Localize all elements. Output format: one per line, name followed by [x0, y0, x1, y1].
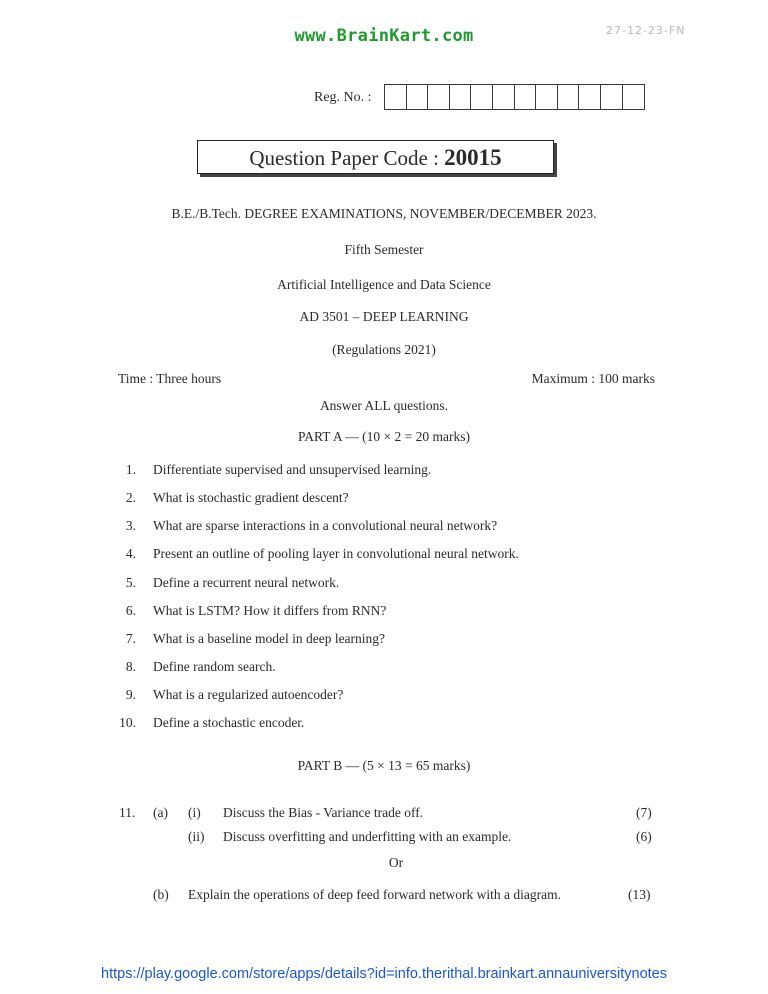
reg-box — [428, 85, 450, 109]
question-text: Define random search. — [153, 659, 276, 674]
reg-box — [601, 85, 623, 109]
paper-code: 20015 — [444, 145, 502, 170]
question-number: 4. — [125, 546, 136, 561]
question-number: 3. — [125, 518, 136, 533]
question-paper-code-box — [197, 140, 554, 174]
question-number: 2. — [125, 490, 136, 505]
question-number: 5. — [125, 575, 136, 590]
regulations: (Regulations 2021) — [332, 342, 436, 357]
question-11-b-text: Explain the operations of deep feed forward network with a diagram. — [188, 887, 561, 902]
question-number: 10. — [119, 715, 136, 730]
exam-title: B.E./B.Tech. DEGREE EXAMINATIONS, NOVEMBER/DECEMBER 2023. — [171, 206, 597, 221]
question-number: 9. — [125, 687, 136, 702]
reg-box — [579, 85, 601, 109]
instruction: Answer ALL questions. — [319, 398, 449, 413]
reg-box — [450, 85, 472, 109]
question-number: 6. — [125, 603, 136, 618]
reg-no-label: Reg. No. : — [314, 90, 372, 105]
reg-box — [536, 85, 558, 109]
question-11-a-i-label: (i) — [188, 805, 201, 820]
question-text: What is stochastic gradient descent? — [153, 490, 349, 505]
part-a-title: PART A — (10 × 2 = 20 marks) — [298, 429, 470, 444]
question-text: Define a recurrent neural network. — [153, 575, 340, 590]
reg-box — [407, 85, 429, 109]
question-text: What is LSTM? How it differs from RNN? — [153, 603, 387, 618]
question-text: Define a stochastic encoder. — [153, 715, 305, 730]
question-11-number: 11. — [119, 805, 136, 820]
question-11-a-i-text: Discuss the Bias - Variance trade off. — [223, 805, 424, 820]
question-text: Present an outline of pooling layer in convolutional neural network. — [153, 546, 519, 561]
reg-box — [493, 85, 515, 109]
question-number: 7. — [125, 631, 136, 646]
or-separator: Or — [388, 855, 404, 870]
reg-box — [558, 85, 580, 109]
department: Artificial Intelligence and Data Science — [277, 277, 491, 292]
reg-box — [385, 85, 407, 109]
site-watermark: www.BrainKart.com — [294, 26, 474, 46]
reg-box — [471, 85, 493, 109]
question-text: What is a baseline model in deep learning? — [153, 631, 386, 646]
course-title: AD 3501 – DEEP LEARNING — [299, 309, 469, 324]
reg-box — [623, 85, 645, 109]
reg-box — [515, 85, 537, 109]
reg-no-boxes — [384, 84, 645, 110]
question-text: What is a regularized autoencoder? — [153, 687, 344, 702]
maximum-marks: Maximum : 100 marks — [531, 371, 655, 386]
semester: Fifth Semester — [344, 242, 424, 257]
question-text: What are sparse interactions in a convolutional neural network? — [153, 518, 498, 533]
question-text: Differentiate supervised and unsupervised learning. — [153, 462, 432, 477]
footer-url[interactable]: https://play.google.com/store/apps/details?id=info.therithal.brainkart.annauniversitynotes — [101, 966, 667, 982]
question-11-a-i-marks: (7) — [636, 805, 652, 820]
time-allowed: Time : Three hours — [118, 371, 222, 386]
question-11-a-label: (a) — [153, 805, 168, 820]
question-11-a-ii-label: (ii) — [188, 829, 205, 844]
code-label: Question Paper Code : — [249, 146, 439, 170]
question-11-b-marks: (13) — [628, 887, 651, 902]
question-11-b-label: (b) — [153, 887, 169, 902]
question-number: 1. — [125, 462, 136, 477]
part-b-title: PART B — (5 × 13 = 65 marks) — [297, 758, 471, 773]
handwritten-date-note: 27-12-23-FN — [606, 24, 686, 37]
question-11-a-ii-marks: (6) — [636, 829, 652, 844]
question-11-a-ii-text: Discuss overfitting and underfitting with an example. — [223, 829, 512, 844]
question-number: 8. — [125, 659, 136, 674]
